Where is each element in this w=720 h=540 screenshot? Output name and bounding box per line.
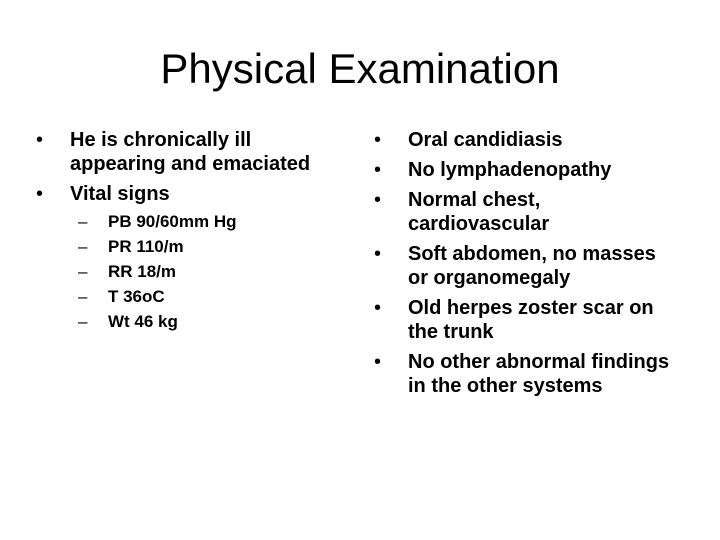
bullet-dot-icon: • xyxy=(374,159,382,181)
bullet-dot-icon: • xyxy=(374,297,382,319)
vital-sign-item xyxy=(74,237,314,257)
dash-icon: – xyxy=(78,262,88,281)
dash-icon: – xyxy=(78,287,88,306)
bullet-dot-icon: • xyxy=(36,183,44,205)
vital-sign-text: PB 90/60mm Hg xyxy=(108,212,237,231)
bullet-text: No lymphadenopathy xyxy=(408,159,612,181)
right-column xyxy=(372,128,672,404)
slide-title: Physical Examination xyxy=(160,45,560,92)
bullet-dot-icon: • xyxy=(374,129,382,151)
vital-sign-item xyxy=(74,262,314,282)
bullet-item xyxy=(34,128,314,176)
bullet-item xyxy=(372,128,672,152)
bullet-text: Soft abdomen, no masses or organomegaly xyxy=(408,243,656,289)
bullet-text: Old herpes zoster scar on the trunk xyxy=(408,297,654,343)
vital-sign-item xyxy=(74,312,314,332)
bullet-item xyxy=(372,350,672,398)
vital-sign-item xyxy=(74,212,314,232)
bullet-item xyxy=(34,182,314,332)
vital-signs-list xyxy=(70,212,314,332)
bullet-item xyxy=(372,242,672,290)
bullet-text: Normal chest, cardiovascular xyxy=(408,189,550,235)
vital-sign-text: RR 18/m xyxy=(108,262,177,281)
bullet-item xyxy=(372,158,672,182)
bullet-dot-icon: • xyxy=(374,243,382,265)
bullet-item xyxy=(372,188,672,236)
dash-icon: – xyxy=(78,312,88,331)
dash-icon: – xyxy=(78,212,88,231)
bullet-dot-icon: • xyxy=(374,189,382,211)
bullet-text: Oral candidiasis xyxy=(408,129,563,151)
left-bullet-list xyxy=(34,128,314,332)
right-bullet-list xyxy=(372,128,672,398)
bullet-text: Vital signs xyxy=(70,183,170,205)
vital-sign-text: Wt 46 kg xyxy=(108,312,178,331)
dash-icon: – xyxy=(78,237,88,256)
bullet-text: No other abnormal findings in the other systems xyxy=(408,351,670,397)
bullet-dot-icon: • xyxy=(36,129,44,151)
left-column xyxy=(34,128,314,338)
bullet-text: He is chronically ill appearing and emaciated xyxy=(70,129,311,175)
vital-sign-text: PR 110/m xyxy=(108,237,184,256)
vital-sign-item xyxy=(74,287,314,307)
bullet-dot-icon: • xyxy=(374,351,382,373)
vital-sign-text: T 36oC xyxy=(108,287,165,306)
bullet-item xyxy=(372,296,672,344)
